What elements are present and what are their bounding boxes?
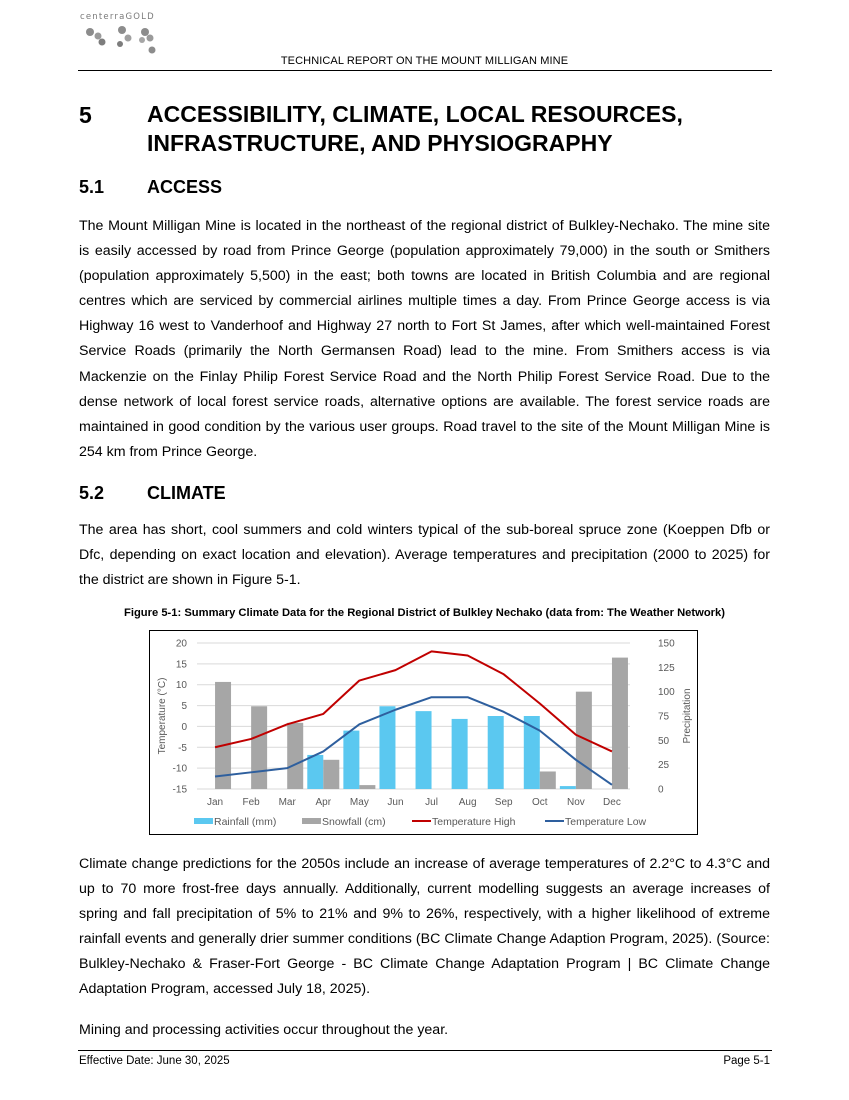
- chapter-number: 5: [79, 102, 92, 128]
- rainfall-bar: [379, 706, 395, 789]
- section-title-climate: CLIMATE: [147, 483, 226, 503]
- x-tick-label: Sep: [494, 797, 513, 808]
- climate-change-paragraph: Climate change predictions for the 2050s include an increase of average temperatures of 2.2°C to 4.3°C and up to 70 more frost-free days annually. Additionally, current modelling suggests an average increases of spring and fall precipitation of 5% to 21% and 9% to 26%, respectively, with a higher likelihood of extreme rainfall events and generally drier summer conditions (BC Climate Change Adaption Program, 2025). (Source: Bulkley-Nechako & Fraser-Fort George - BC Climate Change Adaptation Program | BC Climate Change Adaptation Program, accessed July 18, 2025).: [79, 856, 770, 998]
- x-tick-label: Aug: [458, 797, 477, 808]
- climate-intro-paragraph: The area has short, cool summers and cold winters typical of the sub-boreal spruce zone (Koeppen Dfb or Dfc, depending on exact location and elevation). Average temperatures and precipitation (2000 to 2025) for the district are shown in Figure 5-1.: [79, 522, 770, 589]
- rainfall-bar: [560, 786, 576, 789]
- y2-tick-label: 50: [658, 735, 670, 747]
- snowfall-bar: [251, 706, 267, 789]
- access-paragraph: The Mount Milligan Mine is located in the northeast of the regional district of Bulkley-Nechako. The mine site is easily accessed by road from Prince George (population approximately 79,000) in the south or Smithers (population approximately 5,500) in the east; both towns are located in British Columbia and are regional centres which are serviced by commercial airlines multiple times a day. From Prince George access is via Highway 16 west to Vanderhoof and Highway 27 north to Fort St James, after which well-maintained Forest Service Roads (primarily the North Germansen Road) lead to the mine. From Smithers access is via Mackenzie on the Finlay Philip Forest Service Road and the North Philip Forest Service Road. Due to the dense network of local forest service roads, alternative options are available. The forest service roads are maintained in good condition by the various user groups. Road travel to the site of the Mount Milligan Mine is 254 km from Prince George.: [79, 218, 770, 460]
- y-tick-label: 20: [175, 638, 187, 650]
- legend-label: Temperature Low: [565, 816, 647, 828]
- x-tick-label: Jul: [425, 797, 438, 808]
- rainfall-bar: [488, 716, 504, 789]
- y2-tick-label: 100: [658, 687, 675, 699]
- snowfall-bar: [612, 658, 628, 789]
- y2-tick-label: 75: [658, 711, 670, 723]
- y-tick-label: -5: [178, 742, 187, 754]
- snowfall-bar: [287, 723, 303, 789]
- climate-chart-svg: [150, 631, 697, 834]
- x-tick-label: May: [349, 797, 369, 808]
- y-tick-label: 5: [181, 701, 187, 713]
- logo-wordmark: centerraGOLD: [80, 12, 155, 22]
- x-tick-label: Apr: [315, 797, 332, 808]
- x-tick-label: Mar: [278, 797, 296, 808]
- snowfall-bar: [215, 682, 231, 789]
- x-tick-label: Oct: [532, 797, 548, 808]
- chapter-title: ACCESSIBILITY, CLIMATE, LOCAL RESOURCES, INFRASTRUCTURE, AND PHYSIOGRAPHY: [147, 101, 683, 156]
- legend-label: Snowfall (cm): [322, 816, 386, 828]
- y-tick-label: 10: [175, 680, 187, 692]
- x-tick-label: Feb: [242, 797, 260, 808]
- y2-tick-label: 25: [658, 760, 670, 772]
- section-title-access: ACCESS: [147, 177, 223, 197]
- temperature-high-line: [215, 651, 612, 751]
- y2-tick-label: 125: [658, 662, 675, 674]
- figure-caption: Figure 5-1: Summary Climate Data for the Regional District of Bulkley Nechako (data from: The Weather Network): [124, 607, 725, 619]
- snowfall-bar: [323, 760, 339, 789]
- effective-date: Effective Date: June 30, 2025: [79, 1055, 230, 1067]
- section-number-climate: 5.2: [79, 483, 105, 503]
- x-tick-label: Jun: [387, 797, 404, 808]
- snowfall-bar: [359, 785, 375, 789]
- legend-label: Rainfall (mm): [214, 816, 277, 828]
- y2-tick-label: 150: [658, 638, 675, 650]
- climate-chart: [149, 630, 698, 835]
- y2-tick-label: 0: [658, 784, 664, 796]
- legend-label: Temperature High: [432, 816, 516, 828]
- report-header-title: TECHNICAL REPORT ON THE MOUNT MILLIGAN MINE: [280, 55, 569, 67]
- snowfall-bar: [540, 771, 556, 789]
- y-tick-label: 0: [181, 721, 187, 733]
- y-tick-label: -15: [172, 784, 187, 796]
- header-divider: [78, 70, 772, 71]
- x-tick-label: Dec: [603, 797, 621, 808]
- rainfall-bar: [452, 719, 468, 789]
- operations-paragraph: Mining and processing activities occur throughout the year.: [79, 1022, 449, 1038]
- y-tick-label: -10: [172, 763, 187, 775]
- page-number: Page 5-1: [723, 1055, 770, 1067]
- x-tick-label: Nov: [566, 797, 585, 808]
- y2-axis-title: Precipitation: [682, 688, 693, 744]
- legend-swatch: [194, 818, 213, 824]
- rainfall-bar: [343, 731, 359, 789]
- footer-divider: [78, 1050, 772, 1051]
- rainfall-bar: [307, 755, 323, 789]
- legend-swatch: [302, 818, 321, 824]
- section-number-access: 5.1: [79, 177, 105, 197]
- y-tick-label: 15: [175, 659, 187, 671]
- rainfall-bar: [416, 711, 432, 789]
- x-tick-label: Jan: [206, 797, 224, 808]
- y-axis-title: Temperature (°C): [157, 677, 168, 755]
